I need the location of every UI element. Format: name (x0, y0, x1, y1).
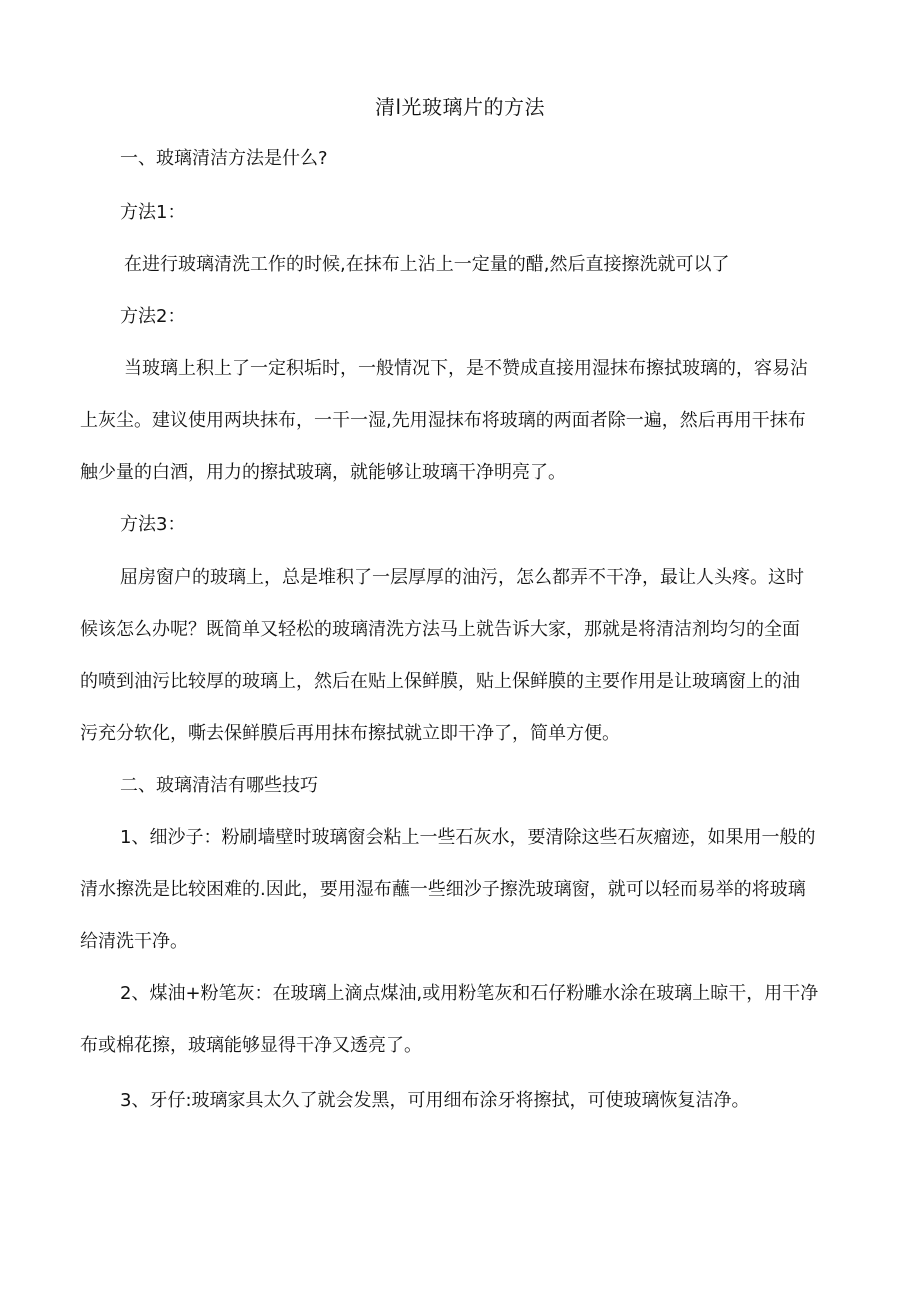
document-title: 清l光玻璃片的方法 (374, 95, 546, 119)
method-label: 方法1： (120, 202, 186, 223)
section-heading: 二、玻璃清洁有哪些技巧 (120, 775, 318, 796)
tip-text-line: 3、牙仔:玻璃家具太久了就会发黑，可用细布涂牙将擦拭，可使玻璃恢复洁净。 (120, 1090, 750, 1111)
method-label: 方法2： (120, 306, 186, 327)
method-text-line: 当玻璃上积上了一定积垢时，一般情况下，是不赞成直接用湿抹布擦拭玻璃的，容易沾 (124, 358, 808, 379)
tip-text-line: 给清洗干净。 (80, 931, 188, 952)
tip-text-line: 清水擦洗是比较困难的.因此，要用湿布蘸一些细沙子擦洗玻璃窗，就可以轻而易举的将玻璃 (80, 879, 806, 900)
method-text-line: 上灰尘。建议使用两块抹布，一干一湿,先用湿抹布将玻璃的两面者除一遍，然后再用干抹布 (80, 410, 806, 431)
tip-text-line: 2、煤油+粉笔灰：在玻璃上滴点煤油,或用粉笔灰和石仔粉雕水涂在玻璃上晾干，用干净 (120, 983, 819, 1004)
method-text-line: 的喷到油污比较厚的玻璃上，然后在贴上保鲜膜，贴上保鲜膜的主要作用是让玻璃窗上的油 (80, 671, 800, 692)
tip-text-line: 1、细沙子：粉刷墙壁时玻璃窗会粘上一些石灰水，要清除这些石灰瘤迹，如果用一般的 (120, 827, 816, 848)
method-text-line: 屈房窗户的玻璃上，总是堆积了一层厚厚的油污，怎么都弄不干净，最让人头疼。这时 (120, 567, 804, 588)
tip-text-line: 布或棉花擦，玻璃能够显得干净又透亮了。 (80, 1035, 422, 1056)
method-text-line: 污充分软化，嘶去保鲜膜后再用抹布擦拭就立即干净了，简单方便。 (80, 723, 620, 744)
method-label: 方法3： (120, 514, 186, 535)
method-text-line: 候该怎么办呢？既简单又轻松的玻璃清洗方法马上就告诉大家，那就是将清洁剂均匀的全面 (80, 619, 800, 640)
section-heading: 一、玻璃清洁方法是什么? (120, 148, 328, 169)
method-text-line: 触少量的白酒，用力的擦拭玻璃，就能够让玻璃干净明亮了。 (80, 462, 566, 483)
method-text-line: 在进行玻璃清洗工作的时候,在抹布上沾上一定量的醋,然后直接擦洗就可以了 (124, 254, 730, 275)
